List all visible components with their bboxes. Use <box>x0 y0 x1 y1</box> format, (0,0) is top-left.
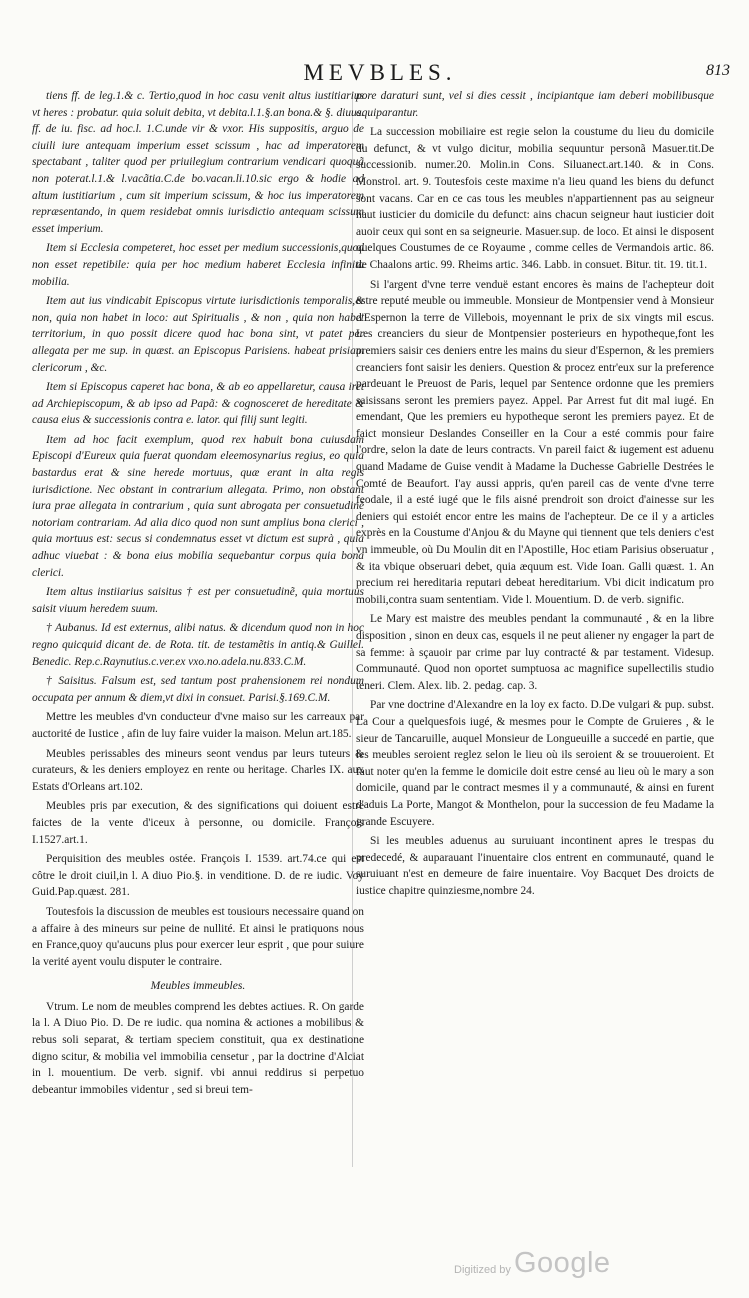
paragraph: Item altus instiiarius saisitus † est per consuetudinẽ, quia mortuus saisit viuum heredem suum. <box>32 586 364 615</box>
paragraph: Par vne doctrine d'Alexandre en la loy ex facto. D.De vulgari & pup. subst. La Cour a quelquesfois iugé, & mesmes pour le Compte de Gruieres , & le sieur de Tancaruille, auquel Monsieur de Longueuille a succedé en partie, que les meubles seroient reglez selon le lieu où ils seroient & se trouueroient. Et faut noter qu'en la femme le domicile doit estre censé au lieu où le mary a son domicile, quand par le contract mesmes il y a communauté, & ainsi en furent d'aduis La Porte, Mangot & Monthelon, pour la succession de feu Madame la grande Escuyere. <box>356 699 714 828</box>
paragraph: Item ad hoc facit exemplum, quod rex habuit bona cuiusdam Episcopi d'Eureux quia fuerat quondam eleemosynarius regius, eo quia bastardus erat & sine herede mortuus, quæ erant in alta regis iurisdictione. Nec obstant in contrarium allegata. Primo, non obstant iura prae allegata in contrarium , quia sunt abrogata per consuetudinẽ notoriam contrariam. Ad alia dico quod non sunt amplius bona clerici , quia mortuus est: secus si condemnatus esset vt dictum est suprà , quia adhuc viuebat : & bona eius mobilia sequebantur corpus quia bona clerici. <box>32 433 364 579</box>
running-header <box>30 60 730 86</box>
digitized-watermark <box>454 1247 634 1287</box>
section-heading: Meubles immeubles. <box>150 979 246 993</box>
paragraph: † Saisitus. Falsum est, sed tantum post prahensionem rei nondum occupata per annum & diem,vt dixi in consuet. Parisi.§.169.C.M. <box>32 675 364 704</box>
paragraph: † Aubanus. Id est externus, alibi natus. & dicendum quod non in hoc regno quicquid dicant de. de Rota. tit. de testamẽtis in antiq.& Guillel. Benedic. Rep.c.Raynutius.c.ver.ex vxo.no.adela.nu.833.C.M. <box>32 622 364 668</box>
paragraph: Item aut ius vindicabit Episcopus virtute iurisdictionis temporalis,& non, quia non habet in loco: aut Spiritualis , & non , quia non habet territorium, in quo possit dicere quod hac bona sint, vt patet per allegata per me sup. in quæst. an Episcopus Parisiens. habeat prisiam clericorum , &c. <box>32 295 364 374</box>
paragraph: tiens ff. de leg.1.& c. Tertio,quod in hoc casu venit altus iustitiarius vt heres : probatur. quia soluit debita, vt debita.l.1.§.an bona.& §. diuus. ff. de iu. fisc. ad hoc.l. 1.C.unde vir & vxor. His suppositis, arguo de ciuili iure antequam imperium esset scissum , hac ad imperatorem spectabant , taliter quod per priuilegium contrarium vendicari quoquã non poterat.l.1.& l.vacãtia.C.de bo.vacan.li.10.sic ergo & hodie ad altum iustitiarium , cum sit imperium scissum, & hoc ius imperatorem repræsentando, in quem residebat omnis iurisdictio antequam scissum esset imperium. <box>32 90 364 235</box>
paragraph: Mettre les meubles d'vn conducteur d'vne maiso sur les carreaux par auctorité de Iustice , afin de luy faire vuider la maison. Melun art.185. <box>32 711 364 740</box>
paragraph: Meubles perissables des mineurs seont vendus par leurs tuteurs & curateurs, & les deniers employez en rente ou heritage. Charles IX. aux Estats d'Orleans art.102. <box>32 747 364 793</box>
paragraph: Le Mary est maistre des meubles pendant la communauté , & en la libre disposition , sinon en deux cas, esquels il ne peut aliener ny engager la part de sa femme: à sçauoir par crime par luy contracté & par testament. Videsup. Communauté. Quod non oportet sumptuosa ac magnifice supellectilis studio teneri. Clem. Alex. lib. 2. pedag. cap. 3. <box>356 613 714 692</box>
paragraph: La succession mobiliaire est regie selon la coustume du lieu du domicile du defunct, & vt vulgo dicitur, mobilia sequuntur personã Masuer.tit.De successionib. numer.20. Molin.in Cons. Siluanect.art.140. & in Cons. Monstrol. art. 9. Toutesfois ceste maxime n'a lieu quand les biens du defunct sont vacans. Car en ce cas tous les meubles n'appartiennent pas au seigneur haut iusticier du domicile du defunct: ains chacun seigneur haut iusticier doit auoir ceux qui sont en sa seigneurie. Masuer.sup. de loco. Et ainsi le disposent quelques Coustumes de ce Royaume , comme celles de Vermandois artic. 86. de Chaalons artic. 99. Rheims artic. 346. Labb. in consuet. Bitur. tit. 19. tit.1. <box>356 126 714 271</box>
paragraph: Toutesfois la discussion de meubles est tousiours necessaire quand on a affaire à des mineurs sur peine de nullité. Et ainsi le pratiquons nous en France,quoy qu'aucuns plus pour exercer leur esprit , que pour suiure la verité ayent voulu disputer le contraire. <box>32 905 364 968</box>
page-number: 813 <box>706 62 730 79</box>
google-logo: Google <box>514 1247 611 1279</box>
left-column <box>32 88 364 1101</box>
paragraph: pore daraturi sunt, vel si dies cessit , incipiantque iam deberi mobilibusque aquiparantur. <box>356 90 714 119</box>
paragraph: Si l'argent d'vne terre venduë estant encores ès mains de l'achepteur doit estre reputé meuble ou immeuble. Monsieur de Montpensier vend à Monsieur d'Espernon la terre de Villebois, moyennant le prix de six vingts mil escus. Les creanciers du sieur de Montpensier posterieurs en hypotheque,font les premiers saisir ces deniers entre les mains du sieur d'Espernon, & les premiers creanciers font saisir les deniers. Question & procez entr'eux sur la preference pardeuant le Preuost de Paris, lequel par Sentence ordonne que les premiers saisissans seront les premiers payez. Appel. Par Arrest fut dit mal iugé. En emendant, Que les premiers eu hypotheque seront les premiers payez. Et de faict monsieur Deslandes Conseiller en la Cour a esté commis pour faire l'ordre, selon la date de leurs contracts. Vn pareil faict & iugement est aduenu quand Madame de Guise vendit à Madame la Duchesse Gabrielle Destrées le Comté de Beaufort. I'ay aussi appris, qu'en pareil cas de vente d'vne terre feodale, il a esté iugé que le fils aisné prendroit son droict d'ainesse sur les deniers qui estoiét encor entre les mains de l'achepteur. De ce il y a articles exprès en la Coustume d'Anjou & du Mayne qui tiennent que tels deniers c'est vn immeuble, où Du Moulin dit en l'Apostille, Hoc etiam Parisius obseruatur , & ita vbique obseruari debet, quia æquum est. Vide Ioan. Galli quæst. 1. An precium rei hereditaria reputari debeat hereditarium. Vbi dicit indicatum pro mobili,contra suam sententiam. Vide l. Mouentium. D. de verb. signific. <box>356 278 714 606</box>
paragraph: Vtrum. Le nom de meubles comprend les debtes actiues. R. On garde la l. A Diuo Pio. D. De re iudic. qua nomina & actiones a mobilibus & rebus soli separat, & tertiam speciem constituit, qua ex destinatione digno scitur, & mobilia vel immobilia censetur , par la doctrine d'Alciat in l. mouentium. De verb. signif. vbi annui reddirus si perpetuo debeantur immobiles videntur , sed si breui tem- <box>32 1000 364 1096</box>
paragraph: Item si Ecclesia competeret, hoc esset per medium successionis,quod non esset repetibile: quia per hoc medium haberet Ecclesia infinita mobilia. <box>32 242 364 288</box>
paragraph: Meubles pris par execution, & des significations qui doiuent estre faictes de la vente d'iceux à personne, ou domicile. François I.1527.art.1. <box>32 800 364 846</box>
running-title: MEVBLES. <box>303 60 457 85</box>
paragraph: Si les meubles aduenus au suruiuant incontinent apres le trespas du predecedé, & auparauant l'inuentaire clos entrent en communauté, quand le suruiuant n'est en demeure de faire inuentaire. Voy Bacquet Des droicts de iustice chapitre quinziesme,nombre 24. <box>356 835 714 897</box>
right-column <box>356 88 714 903</box>
paragraph: Perquisition des meubles ostée. François I. 1539. art.74.ce qui est côtre le droit ciuil,in l. A diuo Pio.§. in venditione. D. de re iudic. Voy Guid.Pap.quæst. 281. <box>32 853 364 899</box>
paragraph: Item si Episcopus caperet hac bona, & ab eo appellaretur, causa iret ad Archiepiscopum, & ab ipso ad Papã: & cognosceret de hereditate & causa eius & successionis contra e. lator. qui filij sunt legiti. <box>32 381 364 427</box>
digitized-by-label: Digitized by <box>454 1264 511 1276</box>
